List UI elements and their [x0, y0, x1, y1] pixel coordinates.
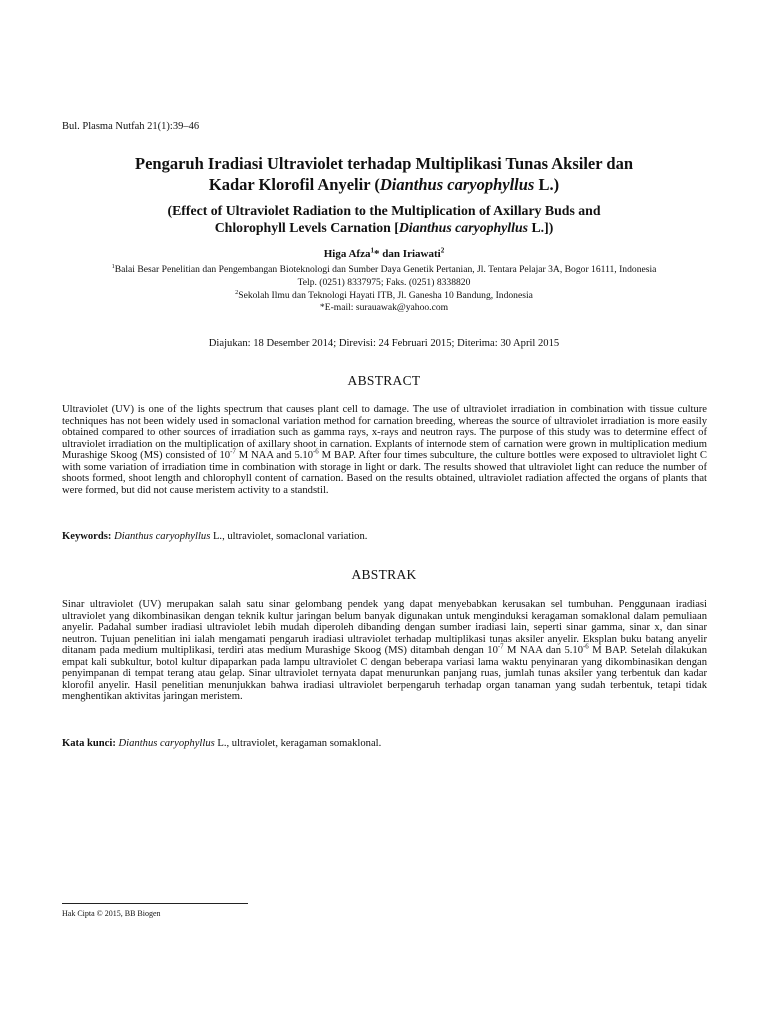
kata-kunci-rest: L., ultraviolet, keragaman somaklonal. — [214, 738, 382, 749]
affiliation-2-text: Sekolah Ilmu dan Teknologi Hayati ITB, Jl. Ganesha 10 Bandung, Indonesia — [238, 289, 533, 301]
abstrak-text-part1: Sinar ultraviolet (UV) merupakan salah satu sinar gelombang pendek yang dapat menyebabkan kerusakan sel tumbuhan. Penggunaan iradiasi ultraviolet yang dikombinasikan dengan teknik kultur jaringan belum banyak digunakan untuk menginduksi keragaman somaklonal dalam pemuliaan anyelir. Padahal sumber iradiasi ultraviolet lebih mudah diperoleh dibanding dengan sumber iradiasi lain, seperti sinar gamma, sinar x, dan sinar neutron. Tujuan penelitian ini ialah mengamati pengaruh iradiasi ultraviolet terhadap multiplikasi tunas aksiler anyelir. Eksplan buku batang anyelir ditanam pada medium multiplikasi, terdiri atas medium Murashige Skoog (MS) ditambah dengan 10 — [62, 599, 707, 656]
abstract-exp-bap: -6 — [313, 448, 319, 456]
affiliation-2 — [60, 290, 708, 303]
kata-kunci-scientific-name: Dianthus caryophyllus — [118, 738, 215, 749]
title-id-line2-start: Kadar Klorofil Anyelir ( — [208, 175, 380, 194]
abstract-exp-naa: -7 — [230, 448, 236, 456]
author-1-affil-sup: 1 — [370, 246, 375, 255]
abstrak-exp-naa: -7 — [497, 643, 504, 651]
abstrak-heading: ABSTRAK — [351, 567, 417, 582]
submission-dates: Diajukan: 18 Desember 2014; Direvisi: 24 Februari 2015; Diterima: 30 April 2015 — [208, 338, 560, 349]
abstract-heading: ABSTRACT — [347, 373, 421, 388]
keywords-label: Keywords: — [62, 531, 112, 542]
journal-reference: Bul. Plasma Nutfah 21(1):39–46 — [62, 121, 200, 132]
author-2-affil-sup: 2 — [440, 246, 445, 255]
footnote-divider — [62, 903, 248, 904]
affiliation-1-sup: 1 — [111, 262, 115, 270]
abstrak-text-part2: M NAA dan 5.10 — [503, 645, 584, 656]
title-id-line2-end: L.) — [534, 175, 560, 194]
affiliations — [60, 264, 708, 315]
affiliation-1 — [60, 264, 708, 277]
title-en-line2-end: L.]) — [528, 220, 554, 235]
title-en-line1: (Effect of Ultraviolet Radiation to the Multiplication of Axillary Buds and — [167, 203, 601, 218]
abstract-text-part1: Ultraviolet (UV) is one of the lights spectrum that causes plant cell to damage. The use of ultraviolet irradiation in combination with tissue culture techniques has not been widely used in somaclonal variation method for carnation breeding, whereas the source of ultraviolet irradiation is more easily obtained compared to other sources of irradiation such as gamma rays, x-rays and neutron rays. The purpose of this study was to determine effect of ultraviolet irradiation on the multiplication of axillary shoot in carnation. Explants of internode stem of carnation were grown in multiplication medium Murashige Skoog (MS) consisted of 10 — [62, 404, 707, 461]
author-1-mark: * dan — [374, 248, 403, 260]
author-1-name: Higa Afza — [323, 248, 371, 260]
author-line — [60, 248, 708, 260]
corresponding-email: *E-mail: surauawak@yahoo.com — [319, 302, 449, 314]
kata-kunci-label: Kata kunci: — [62, 738, 116, 749]
abstract-text-part3: M BAP. After four times subculture, the culture bottles were exposed to ultraviolet light C with some variation of irradiation time in combination with storage in light or dark. The results showed that ultraviolet light can reduce the number of shoots formed, shoot length and chlorophyll content of carnation. Based on the results obtained, ultraviolet radiation affected the organs of plants that were formed, but did not cause meristem activity to a standstil. — [62, 450, 707, 496]
affiliation-1-text: Balai Besar Penelitian dan Pengembangan Bioteknologi dan Sumber Daya Genetik Pertanian, Jl. Tentara Pelajar 3A, Bogor 16111, Indonesia — [114, 264, 657, 275]
affiliation-1-phone: Telp. (0251) 8337975; Faks. (0251) 8338820 — [297, 276, 471, 288]
abstrak-text-part3: M BAP. Setelah dilakukan empat kali subkultur, botol kultur dipaparkan pada lampu ultraviolet C dengan beberapa variasi lama waktu penyinaran yang dikombinasikan dengan penyimpanan di tempat terang atau gelap. Sinar ultraviolet ternyata dapat menurunkan panjang ruas, jumlah tunas aksiler yang terbentuk dan kadar klorofil anyelir. Hasil penelitian menunjukkan bahwa iradiasi ultraviolet berpengaruh terhadap organ tanaman yang sudah terbentuk, tetapi tidak menghentikan aktivitas jaringan meristem. — [62, 645, 707, 702]
abstract-text-part2: M NAA and 5.10 — [235, 450, 314, 461]
copyright-notice: Hak Cipta © 2015, BB Biogen — [62, 909, 161, 918]
keywords-line — [62, 531, 367, 542]
title-id-scientific-name: Dianthus caryophyllus — [379, 175, 535, 194]
abstrak-body — [62, 599, 707, 703]
title-indonesian — [60, 153, 708, 195]
kata-kunci-line — [62, 738, 381, 749]
title-english — [60, 202, 708, 236]
title-en-line2-start: Chlorophyll Levels Carnation [ — [214, 220, 399, 235]
affiliation-2-sup: 2 — [235, 288, 239, 296]
title-en-scientific-name: Dianthus caryophyllus — [398, 220, 528, 235]
abstract-body — [62, 404, 707, 496]
abstrak-exp-bap: -6 — [583, 643, 589, 651]
keywords-scientific-name: Dianthus caryophyllus — [114, 531, 211, 542]
author-2-name: Iriawati — [402, 248, 441, 260]
keywords-rest: L., ultraviolet, somaclonal variation. — [210, 531, 368, 542]
title-id-line1: Pengaruh Iradiasi Ultraviolet terhadap Multiplikasi Tunas Aksiler dan — [135, 154, 633, 173]
